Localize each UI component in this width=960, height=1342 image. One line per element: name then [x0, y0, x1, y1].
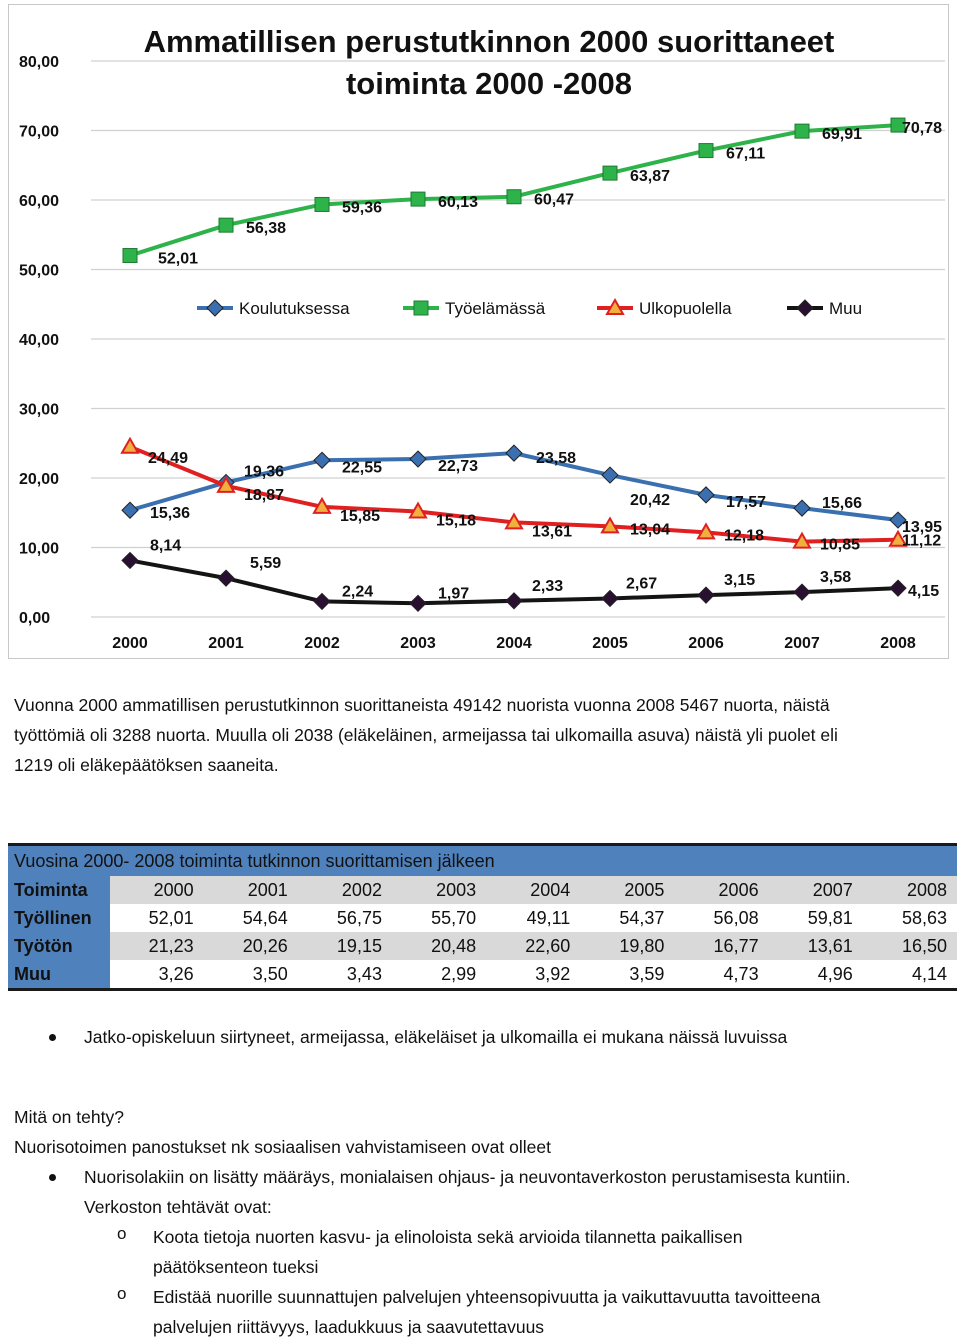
paragraph-line2: työttömiä oli 3288 nuorta. Muulla oli 2038 (eläkeläinen, armeijassa tai ulkomailla asuva) näistä yli puolet eli	[14, 725, 838, 745]
data-label: 1,97	[438, 585, 470, 603]
table-cell: 2,99	[392, 960, 486, 990]
year-header: 2004	[530, 879, 571, 900]
table-cell: 22,60	[525, 935, 571, 956]
data-label: 70,78	[902, 120, 943, 138]
table-cell: 19,15	[336, 935, 382, 956]
data-label: 11,12	[902, 532, 942, 550]
year-header: 2007	[812, 879, 853, 900]
x-tick-label: 2002	[304, 635, 340, 652]
row-label-other: Muu	[8, 960, 110, 990]
x-tick-label: 2008	[880, 635, 916, 652]
legend-label: Työelämässä	[445, 299, 546, 318]
data-point-diamond	[602, 467, 618, 483]
data-label: 15,85	[340, 507, 381, 525]
paragraph-line3: 1219 oli eläkepäätöksen saaneita.	[14, 755, 279, 775]
data-label: 13,61	[532, 523, 573, 541]
circle-bullet-icon: o	[117, 1224, 127, 1243]
data-point-diamond	[794, 584, 810, 600]
y-tick-label: 20,00	[19, 471, 60, 488]
legend-label: Muu	[829, 299, 863, 318]
y-tick-label: 30,00	[19, 401, 60, 419]
data-point-diamond	[506, 445, 522, 461]
x-tick-label: 2000	[112, 635, 148, 652]
data-label: 60,47	[534, 191, 575, 209]
table-cell: 3,26	[110, 960, 204, 990]
table-cell: 54,64	[242, 907, 288, 928]
x-tick-label: 2003	[400, 635, 436, 652]
data-label: 18,87	[244, 486, 285, 504]
year-header: 2005	[624, 879, 665, 900]
data-label: 22,73	[438, 458, 479, 476]
table-cell: 20,26	[242, 935, 288, 956]
data-label: 13,95	[902, 519, 943, 537]
table-cell: 4,96	[769, 960, 863, 990]
data-point-diamond	[207, 300, 223, 316]
data-label: 59,36	[342, 199, 383, 217]
data-label: 23,58	[536, 450, 577, 468]
sub-bullet1-line2: päätöksenteon tueksi	[153, 1257, 319, 1277]
table-cell: 52,01	[148, 907, 194, 928]
y-tick-label: 50,00	[19, 262, 60, 280]
data-point-diamond	[797, 300, 813, 316]
paragraph-line1: Vuonna 2000 ammatillisen perustutkinnon suorittaneista 49142 nuorista vuonna 2008 5467 nuorta, näistä	[14, 695, 830, 715]
bullet-dot-icon	[49, 1034, 56, 1041]
x-tick-label: 2004	[496, 635, 532, 652]
legend-label: Koulutuksessa	[239, 299, 350, 318]
data-point-square	[219, 218, 233, 232]
data-label: 24,49	[148, 449, 189, 467]
table-cell: 16,77	[713, 935, 759, 956]
x-tick-label: 2005	[592, 635, 628, 652]
data-label: 12,18	[724, 527, 765, 545]
x-tick-label: 2006	[688, 635, 724, 652]
data-label: 15,66	[822, 495, 863, 513]
data-point-diamond	[314, 452, 330, 468]
chart-title-line1: Ammatillisen perustutkinnon 2000 suorittaneet	[143, 24, 835, 59]
data-label: 5,59	[250, 555, 282, 573]
circle-bullet-icon: o	[117, 1284, 127, 1303]
table-cell: 3,43	[298, 960, 392, 990]
table-cell: 58,63	[901, 907, 947, 928]
x-tick-label: 2001	[208, 635, 244, 652]
table-cell: 4,14	[863, 960, 957, 990]
year-header: 2003	[436, 879, 477, 900]
legend-label: Ulkopuolella	[639, 299, 732, 318]
data-label: 52,01	[158, 250, 199, 268]
table-header-label: Toiminta	[8, 876, 110, 904]
line-chart	[8, 4, 949, 659]
sub-bullet1-line1: Koota tietoja nuorten kasvu- ja elinoloista sekä arvioida tilannetta paikallisen	[153, 1227, 743, 1247]
chart-title-line2: toiminta 2000 -2008	[345, 66, 633, 101]
section-question: Mitä on tehty?	[14, 1107, 124, 1127]
table-cell: 3,92	[486, 960, 580, 990]
data-label: 67,11	[726, 145, 766, 163]
data-point-diamond	[698, 587, 714, 603]
table-cell: 13,61	[807, 935, 853, 956]
data-point-diamond	[410, 451, 426, 467]
x-tick-label: 2007	[784, 635, 820, 652]
data-point-square	[603, 166, 617, 180]
data-label: 3,15	[724, 572, 756, 590]
data-label: 63,87	[630, 168, 671, 186]
y-tick-label: 0,00	[19, 610, 51, 627]
y-tick-label: 70,00	[19, 123, 60, 141]
data-point-diamond	[410, 595, 426, 611]
table-cell: 21,23	[148, 935, 194, 956]
sub-bullet2-line2: palvelujen riittävyys, laadukkuus ja saavutettavuus	[153, 1317, 545, 1337]
y-tick-label: 40,00	[19, 332, 60, 349]
table-cell: 49,11	[526, 907, 571, 928]
data-point-diamond	[122, 502, 138, 518]
bullet-line1: Nuorisolakiin on lisätty määräys, monialaisen ohjaus- ja neuvontaverkoston perustamisesta kuntiin.	[84, 1167, 851, 1187]
year-header: 2006	[718, 879, 759, 900]
data-point-diamond	[698, 487, 714, 503]
data-point-diamond	[890, 580, 906, 596]
data-label: 2,24	[342, 583, 374, 601]
data-point-diamond	[218, 570, 234, 586]
data-point-diamond	[794, 500, 810, 516]
table-cell: 3,59	[580, 960, 674, 990]
table-cell: 56,75	[336, 907, 382, 928]
table-cell: 19,80	[619, 935, 665, 956]
data-point-diamond	[602, 590, 618, 606]
table-cell: 54,37	[619, 907, 665, 928]
data-point-diamond	[122, 552, 138, 568]
year-header: 2001	[247, 879, 288, 900]
table-cell: 3,50	[204, 960, 298, 990]
data-point-square	[411, 192, 425, 206]
data-point-square	[414, 301, 428, 315]
data-point-square	[507, 190, 521, 204]
table-cell: 56,08	[713, 907, 759, 928]
table-cell: 59,81	[807, 907, 853, 928]
data-label: 19,36	[244, 463, 285, 481]
row-label-unemployed: Työtön	[8, 932, 110, 960]
bullet-line2: Verkoston tehtävät ovat:	[84, 1197, 272, 1217]
data-label: 56,38	[246, 220, 287, 238]
section-intro: Nuorisotoimen panostukset nk sosiaalisen vahvistamiseen ovat olleet	[14, 1137, 551, 1157]
data-point-square	[795, 124, 809, 138]
year-header: 2008	[906, 879, 947, 900]
sub-bullet2-line1: Edistää nuorille suunnattujen palvelujen yhteensopivuutta ja vaikuttavuutta tavoitteena	[153, 1287, 821, 1307]
bullet-dot-icon	[49, 1174, 56, 1181]
table-caption: Vuosina 2000- 2008 toiminta tutkinnon suorittamisen jälkeen	[8, 845, 957, 877]
data-point-diamond	[314, 593, 330, 609]
data-label: 13,04	[630, 521, 671, 539]
data-label: 10,85	[820, 536, 861, 554]
data-label: 69,91	[822, 126, 863, 144]
data-label: 8,14	[150, 537, 182, 555]
data-label: 15,18	[436, 512, 477, 530]
data-label: 2,67	[626, 575, 658, 593]
data-label: 4,15	[908, 583, 940, 601]
activity-table	[8, 843, 957, 991]
data-label: 22,55	[342, 459, 383, 477]
data-label: 17,57	[726, 493, 767, 511]
data-point-triangle	[122, 439, 138, 453]
year-header: 2002	[341, 879, 382, 900]
data-point-square	[123, 249, 137, 263]
data-label: 15,36	[150, 505, 191, 523]
y-tick-label: 60,00	[19, 193, 60, 210]
data-label: 2,33	[532, 577, 564, 595]
table-cell: 20,48	[431, 935, 477, 956]
table-cell: 4,73	[674, 960, 768, 990]
data-point-square	[699, 144, 713, 158]
data-label: 20,42	[630, 492, 671, 510]
year-header: 2000	[153, 879, 194, 900]
table-cell: 16,50	[901, 935, 947, 956]
data-label: 60,13	[438, 194, 479, 212]
data-point-square	[315, 197, 329, 211]
y-tick-label: 80,00	[19, 54, 60, 71]
data-label: 3,58	[820, 569, 852, 587]
note-bullet: Jatko-opiskeluun siirtyneet, armeijassa, eläkeläiset ja ulkomailla ei mukana näissä luvuissa	[84, 1027, 788, 1047]
row-label-employed: Työllinen	[8, 904, 110, 932]
y-tick-label: 10,00	[19, 540, 60, 558]
table-cell: 55,70	[431, 907, 477, 928]
data-point-diamond	[506, 593, 522, 609]
